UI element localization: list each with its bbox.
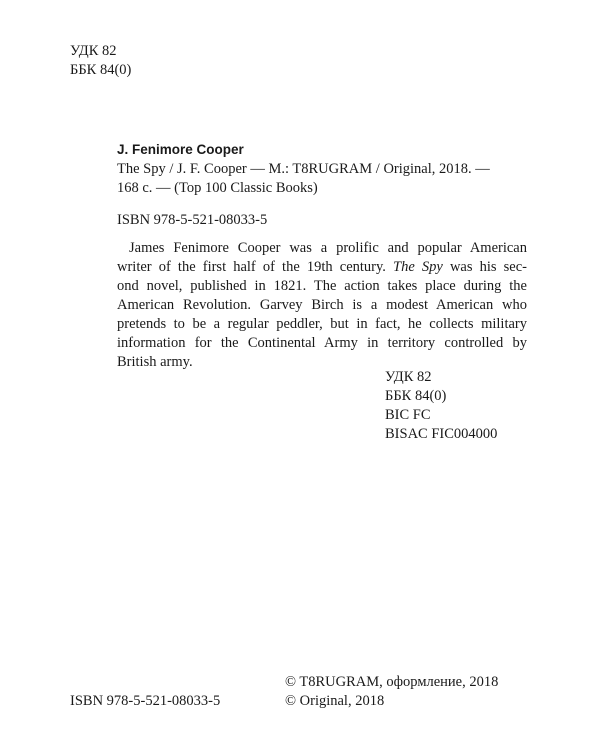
bic-code: BIC FC [385,407,431,423]
bisac-code: BISAC FIC004000 [385,426,498,442]
classification-codes-right [385,368,497,444]
copyright-line-1: © T8RUGRAM, оформление, 2018 [285,674,499,690]
classification-codes-top [70,42,131,80]
annotation-line-1: James Fenimore Cooper was a prolific and popular American [129,240,527,256]
copyright-line-2: © Original, 2018 [285,693,385,709]
annotation-text: was his sec- [442,259,527,275]
book-annotation [117,239,527,372]
biblio-line-2: 168 с. — (Top 100 Classic Books) [117,180,318,196]
udk-code: УДК 82 [385,369,432,385]
copyright-notice [285,673,498,711]
isbn-record: ISBN 978-5-521-08033-5 [117,212,268,228]
udk-code: УДК 82 [70,43,117,59]
annotation-line-4: American Revolution. Garvey Birch is a modest American who [117,297,527,313]
author-name: J. Fenimore Cooper [117,142,244,157]
annotation-line-7: British army. [117,354,193,370]
book-title-italic: The Spy [393,259,443,275]
bibliographic-record [117,160,517,198]
annotation-line-6: information for the Continental Army in territory controlled by [117,335,527,351]
biblio-line-1: The Spy / J. F. Cooper — M.: T8RUGRAM / Original, 2018. — [117,161,490,177]
annotation-line-3: ond novel, published in 1821. The action takes place during the [117,278,527,294]
bbk-code: ББК 84(0) [385,388,447,404]
annotation-text: writer of the first half of the 19th century. [117,259,394,275]
annotation-line-5: pretends to be a regular peddler, but in fact, he collects military [117,316,527,332]
bbk-code: ББК 84(0) [70,62,132,78]
isbn-footer: ISBN 978-5-521-08033-5 [70,693,221,709]
annotation-line-2 [117,258,527,277]
